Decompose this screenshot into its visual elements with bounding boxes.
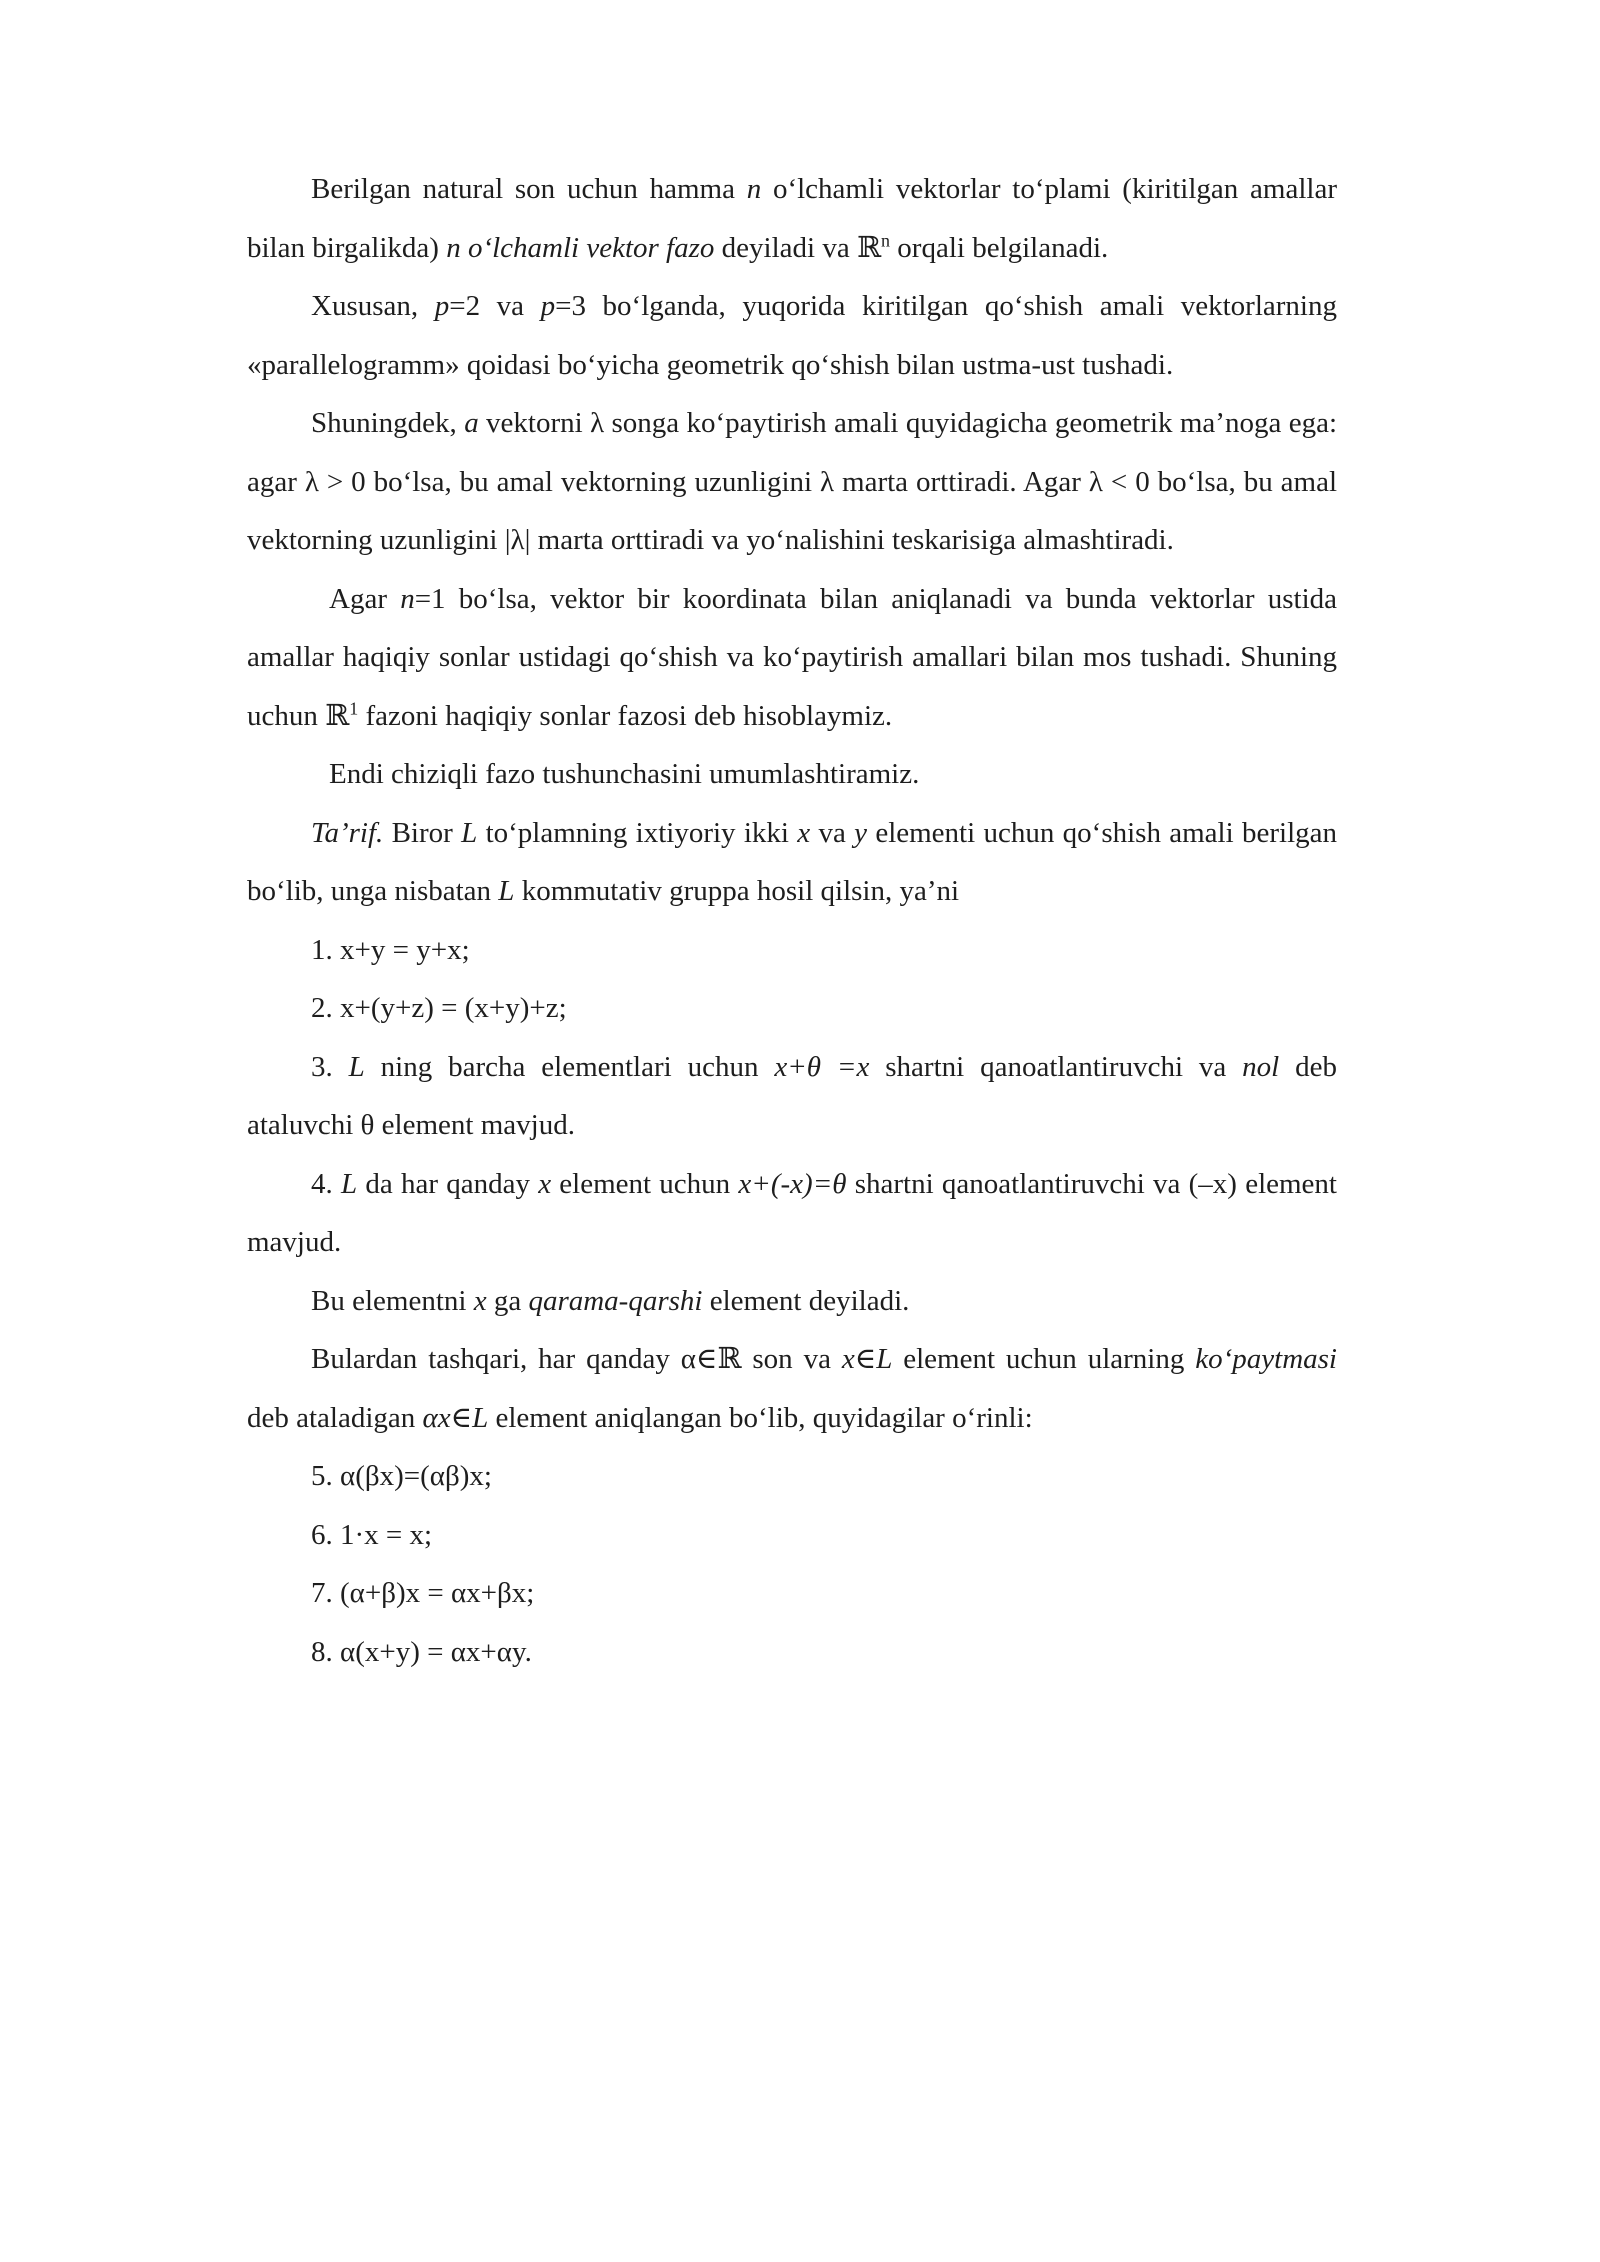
text: Bulardan tashqari, har qanday α∈ℝ son va (311, 1343, 842, 1375)
text: =1 bo‘lsa, vektor bir koordinata bilan aniqlanadi va bunda vektorlar ustida amallar haqiqiy sonlar ustidagi qo‘shish va ko‘paytirish amallari bilan mos tushadi. Shuning uchun ℝ (247, 582, 1337, 732)
text: deb ataladigan (247, 1401, 423, 1434)
variable: p (434, 290, 450, 322)
paragraph-parallelogram (247, 277, 1337, 394)
text: Berilgan natural son uchun hamma (311, 173, 747, 205)
text: elementi uchun qo‘shish amali berilgan bo‘lib, unga nisbatan (247, 816, 1337, 907)
text: deyiladi va ℝ (714, 231, 882, 264)
variable: L (461, 816, 478, 849)
superscript: n (881, 229, 891, 250)
text: Biror (383, 816, 462, 849)
paragraph-definition (247, 804, 1337, 921)
variable: p (540, 290, 556, 322)
axiom-2: 2. x+(y+z) = (x+y)+z; (311, 992, 567, 1024)
text: =2 va (449, 290, 541, 322)
axiom-5: 5. α(βx)=(αβ)x; (311, 1460, 492, 1492)
axiom-4 (247, 1155, 1337, 1272)
text: 4. (311, 1167, 341, 1200)
variable: x (797, 816, 811, 849)
variable: L (340, 1167, 358, 1200)
text: kommutativ gruppa hosil qilsin, ya’ni (514, 875, 960, 907)
variable: L (498, 875, 515, 907)
term: nol (1242, 1050, 1280, 1083)
text: element deyiladi. (702, 1284, 910, 1317)
paragraph-product (247, 1330, 1337, 1447)
text: element uchun (551, 1167, 739, 1200)
formula: x∈L (841, 1343, 893, 1375)
text: da har qanday (357, 1167, 539, 1200)
text: Agar (329, 582, 401, 615)
text: va (810, 816, 855, 849)
axiom-8: 8. α(x+y) = αx+αy. (311, 1635, 532, 1668)
text: ga (486, 1284, 529, 1317)
text: ning barcha elementlari uchun (364, 1050, 775, 1083)
text: vektorni λ songa ko‘paytirish amali quyidagicha geometrik ma’noga ega: agar λ > 0 bo‘lsa, bu amal vektorning uzunligini λ marta orttiradi. Agar λ < 0 bo‘lsa, bu amal vektorning uzunligini |λ| marta orttiradi va yo‘nalishini teskarisiga almashtiradi. (247, 407, 1337, 556)
text: orqali belgilanadi. (890, 231, 1109, 264)
formula: x+θ =x (774, 1050, 870, 1083)
term: n o‘lchamli vektor fazo (446, 231, 715, 264)
text: Bu elementni (311, 1284, 474, 1317)
superscript: 1 (349, 697, 359, 718)
paragraph-generalize: Endi chiziqli fazo tushunchasini umumlashtiramiz. (329, 758, 920, 790)
definition-label: Ta’rif. (311, 816, 384, 849)
text: element uchun ularning (892, 1343, 1196, 1375)
text: fazoni haqiqiy sonlar fazosi deb hisoblaymiz. (358, 699, 893, 732)
axiom-7: 7. (α+β)x = αx+βx; (311, 1577, 535, 1609)
variable: x (473, 1284, 487, 1317)
variable: x (538, 1167, 552, 1200)
text: =3 bo‘lganda, yuqorida kiritilgan qo‘shish amali vektorlarning «parallelogramm» qoidasi bo‘yicha geometrik qo‘shish bilan ustma-ust tushadi. (247, 290, 1337, 381)
term: qarama-qarshi (528, 1284, 703, 1317)
text: to‘plamning ixtiyoriy ikki (477, 816, 798, 849)
paragraph-one-dimensional (247, 570, 1337, 746)
text: shartni qanoatlantiruvchi va (869, 1050, 1243, 1083)
text: o‘lchamli vektorlar to‘plami (kiritilgan amallar bilan birgalikda) (247, 173, 1337, 264)
text: Shuningdek, (311, 407, 465, 439)
formula: x+(-x)=θ (738, 1167, 847, 1200)
variable: n (400, 582, 415, 615)
variable: L (348, 1050, 365, 1083)
text: Xususan, (311, 290, 435, 322)
axiom-6: 6. 1·x = x; (311, 1518, 433, 1551)
text: shartni qanoatlantiruvchi va (–x) element mavjud. (247, 1167, 1337, 1258)
variable: n (746, 173, 762, 205)
paragraph-vector-space (247, 160, 1337, 277)
text: deb ataluvchi θ element mavjud. (247, 1050, 1337, 1141)
document-page (247, 160, 1337, 1681)
text: element aniqlangan bo‘lib, quyidagilar o‘rinli: (488, 1401, 1033, 1434)
variable: a (464, 407, 479, 439)
paragraph-opposite-element (247, 1272, 1337, 1331)
axiom-1: 1. x+y = y+x; (311, 933, 470, 966)
paragraph-scalar-multiplication (247, 394, 1337, 570)
text: 3. (311, 1050, 349, 1083)
formula: αx∈L (422, 1401, 489, 1434)
axiom-3 (247, 1038, 1337, 1155)
variable: y (854, 816, 868, 849)
term: ko‘paytmasi (1195, 1343, 1337, 1375)
